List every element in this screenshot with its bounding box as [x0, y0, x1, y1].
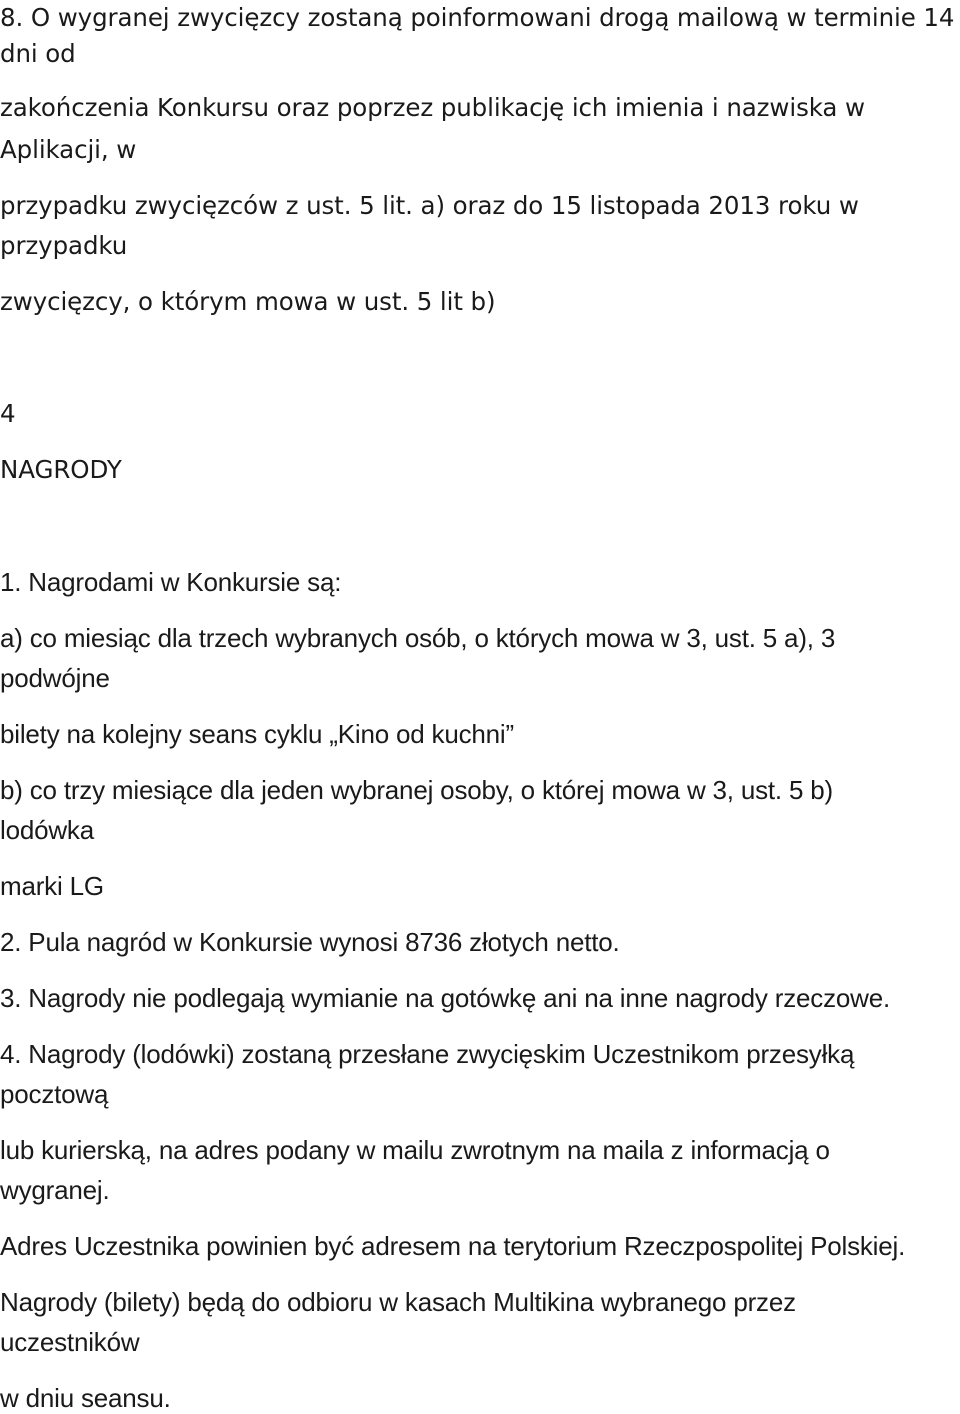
- paragraph-8-line-2: dni od: [0, 39, 76, 68]
- prizes-item-1b-line-1: b) co trzy miesiące dla jeden wybranej osoby, o której mowa w 3, ust. 5 b): [0, 775, 833, 805]
- paragraph-8-line-1: 8. O wygranej zwycięzcy zostaną poinformowani drogą mailową w terminie 14: [0, 3, 955, 32]
- prizes-tickets-line-1: Nagrody (bilety) będą do odbioru w kasach Multikina wybranego przez: [0, 1287, 796, 1317]
- prizes-item-4-line-2: pocztową: [0, 1079, 109, 1109]
- prizes-item-1a-line-2: podwójne: [0, 663, 110, 693]
- section-title: NAGRODY: [0, 455, 122, 484]
- paragraph-8-line-3: zakończenia Konkursu oraz poprzez publikację ich imienia i nazwiska w: [0, 93, 865, 122]
- prizes-item-1: 1. Nagrodami w Konkursie są:: [0, 567, 342, 597]
- prizes-item-2: 2. Pula nagród w Konkursie wynosi 8736 złotych netto.: [0, 927, 620, 957]
- paragraph-8-line-6: przypadku: [0, 231, 128, 260]
- prizes-item-4-line-3: lub kurierską, na adres podany w mailu zwrotnym na maila z informacją o: [0, 1135, 830, 1165]
- prizes-item-4-line-1: 4. Nagrody (lodówki) zostaną przesłane zwycięskim Uczestnikom przesyłką: [0, 1039, 855, 1069]
- prizes-item-1a-line-1: a) co miesiąc dla trzech wybranych osób, o których mowa w 3, ust. 5 a), 3: [0, 623, 836, 653]
- prizes-item-1a-line-3: bilety na kolejny seans cyklu „Kino od kuchni”: [0, 719, 514, 749]
- prizes-tickets-line-2: uczestników: [0, 1327, 140, 1357]
- section-number: 4: [0, 399, 16, 428]
- prizes-item-1b-line-2: lodówka: [0, 815, 94, 845]
- paragraph-8-line-7: zwycięzcy, o którym mowa w ust. 5 lit b): [0, 287, 496, 316]
- prizes-item-4-line-4: wygranej.: [0, 1175, 110, 1205]
- prizes-item-1b-line-3: marki LG: [0, 871, 104, 901]
- paragraph-8-line-4: Aplikacji, w: [0, 135, 137, 164]
- prizes-item-3: 3. Nagrody nie podlegają wymianie na gotówkę ani na inne nagrody rzeczowe.: [0, 983, 890, 1013]
- paragraph-8-line-5: przypadku zwycięzców z ust. 5 lit. a) oraz do 15 listopada 2013 roku w: [0, 191, 859, 220]
- prizes-address-note: Adres Uczestnika powinien być adresem na terytorium Rzeczpospolitej Polskiej.: [0, 1231, 906, 1261]
- prizes-tickets-line-3: w dniu seansu.: [0, 1383, 171, 1413]
